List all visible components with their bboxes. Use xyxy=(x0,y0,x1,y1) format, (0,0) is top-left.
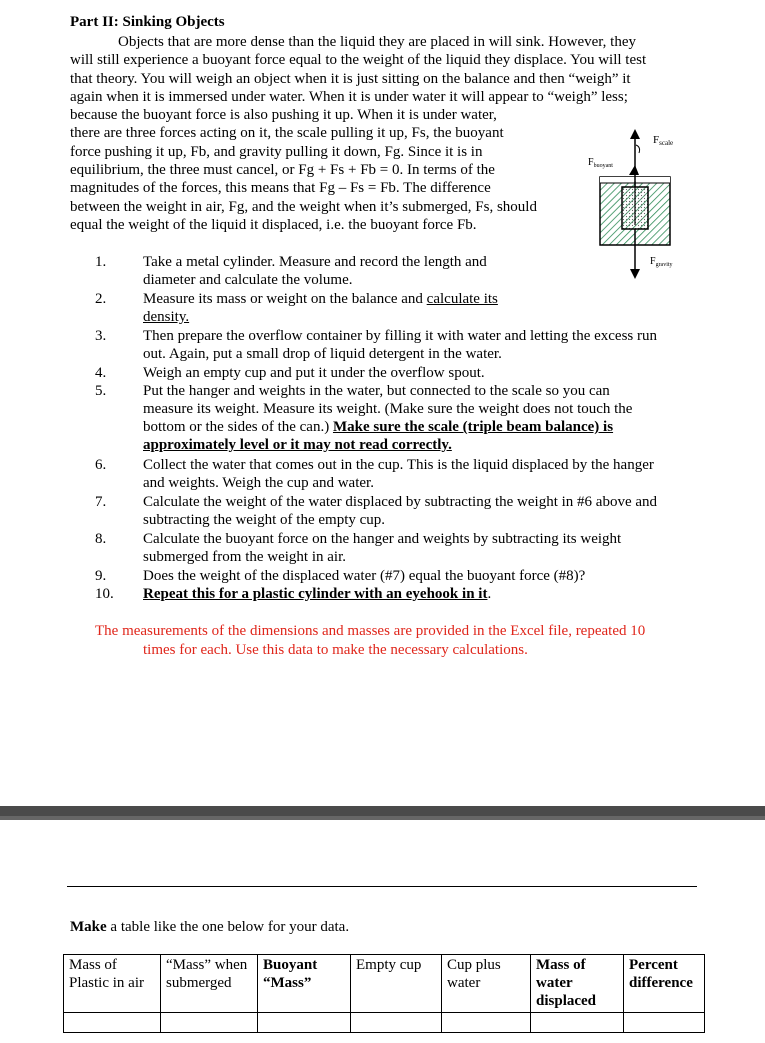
header-cup-plus-water: Cup plus water xyxy=(442,955,531,1013)
header-mass-water-displaced: Mass of water displaced xyxy=(531,955,624,1013)
excel-note: The measurements of the dimensions and masses are provided in the Excel file, repeated 10 times for each. Use this data to make the necessary calculations. xyxy=(95,623,646,658)
intro-line: because the buoyant force is also pushing it up. When it is under water, xyxy=(70,107,497,124)
scale-arrowhead xyxy=(630,129,640,139)
intro-line: there are three forces acting on it, the scale pulling it up, Fs, the buoyant xyxy=(70,125,504,142)
intro-line: will still experience a buoyant force equal to the weight of the liquid they displace. You will test xyxy=(70,52,647,69)
data-table xyxy=(63,954,705,1033)
intro-line: equilibrium, the three must cancel, or Fg + Fs + Fb = 0. In terms of the xyxy=(70,162,495,179)
intro-line: magnitudes of the forces, this means that Fg – Fs = Fb. The difference xyxy=(70,180,491,197)
header-mass-submerged: “Mass” when submerged xyxy=(161,955,258,1013)
intro-line: equal the weight of the liquid it displaced, i.e. the buoyant force Fb. xyxy=(70,216,477,233)
intro-line: that theory. You will weigh an object when it is just sitting on the balance and then “weigh” it xyxy=(70,70,631,87)
table-instruction: Make a table like the one below for your data. xyxy=(70,919,350,935)
buoyant-arrowhead xyxy=(629,165,639,175)
gravity-arrowhead xyxy=(630,269,640,279)
table-row xyxy=(64,1013,705,1033)
page-1: Part II: Sinking Objects Objects that are more dense than the liquid they are placed in will sink. However, they will still experience a buoyant force equal to the weight of the liquid they displace. You will test that theory. You will weigh an object when it is just sitting on the balance and then “weigh” it again when it is immersed under water. When it is under water it will appear to “weigh” less; because the buoyant force is also pushing it up. When it is under water, there are three forces acting on it, the scale pulling it up, Fs, the buoyant force pushing it up, Fb, and gravity pulling it down, Fg. Since it is in equilibrium, the three must cancel, or Fg + Fs + Fb = 0. In terms of the magnitudes of the forces, this means that Fg – Fs = Fb. The difference between the weight in air, Fg, and the weight when it’s submerged, Fs, should equal the weight of the liquid it displaced, i.e. the buoyant force Fb. Fscale $F_{buoyant}$ $F_{gravity}$ 1. Take a metal cylinder. Measure and record the length and diameter and calculate the volume. 2. Measure its mass or weight on the balance and calculate its density. 3. Then prepare the overflow container by filling it with water and letting the excess run out. Again, put a small drop of liquid detergent in the water. 4. Weigh an empty cup and put it under the overflow spout. 5. Put the hanger and weights in the water, but connected to the scale so you can measure its weight. Measure its weight. (Make sure the weight does not touch the bottom or the sides of the can.) Make sure the scale (triple beam balance) is approximately level or it may not read correctly. 6. Collect the water that comes out in the cup. This is the liquid displaced by the hanger and weights. Weigh the cup and water. 7. Calculate the weight of the water displaced by subtracting the weight in #6 above and subtracting the weight of the empty cup. 8. Calculate the buoyant force on the hanger and weights by subtracting its weight submerged from the weight in air. 9. Does the weight of the displaced water (#7) equal the buoyant force (#8)? 10. Repeat this for a plastic cylinder with an eyehook in it. The measurements of the dimensions and masses are provided in the Excel file, repeated 10 times for each. Use this data to make the necessary calculations. xyxy=(0,0,765,805)
header-percent-difference: Percent difference xyxy=(624,955,705,1013)
header-empty-cup: Empty cup xyxy=(351,955,442,1013)
intro-line: Objects that are more dense than the liquid they are placed in will sink. However, they xyxy=(118,34,636,50)
gravity-label: $F_{gravity}$ xyxy=(650,256,673,268)
part-title: Part II: Sinking Objects xyxy=(70,14,225,30)
horizontal-rule xyxy=(67,886,697,887)
page-divider xyxy=(0,806,765,820)
header-mass-air: Mass of Plastic in air xyxy=(64,955,161,1013)
intro-line: force pushing it up, Fb, and gravity pulling it down, Fg. Since it is in xyxy=(70,143,483,160)
intro-line: between the weight in air, Fg, and the weight when it’s submerged, Fs, should xyxy=(70,198,537,215)
header-buoyant-mass: Buoyant “Mass” xyxy=(258,955,351,1013)
force-diagram xyxy=(580,125,700,285)
table-header-row xyxy=(64,955,705,1013)
scale-label: Fscale xyxy=(653,134,674,147)
intro-line: again when it is immersed under water. When it is under water it will appear to “weigh” less; xyxy=(70,88,628,105)
buoyant-label: $F_{buoyant}$ xyxy=(588,157,613,169)
